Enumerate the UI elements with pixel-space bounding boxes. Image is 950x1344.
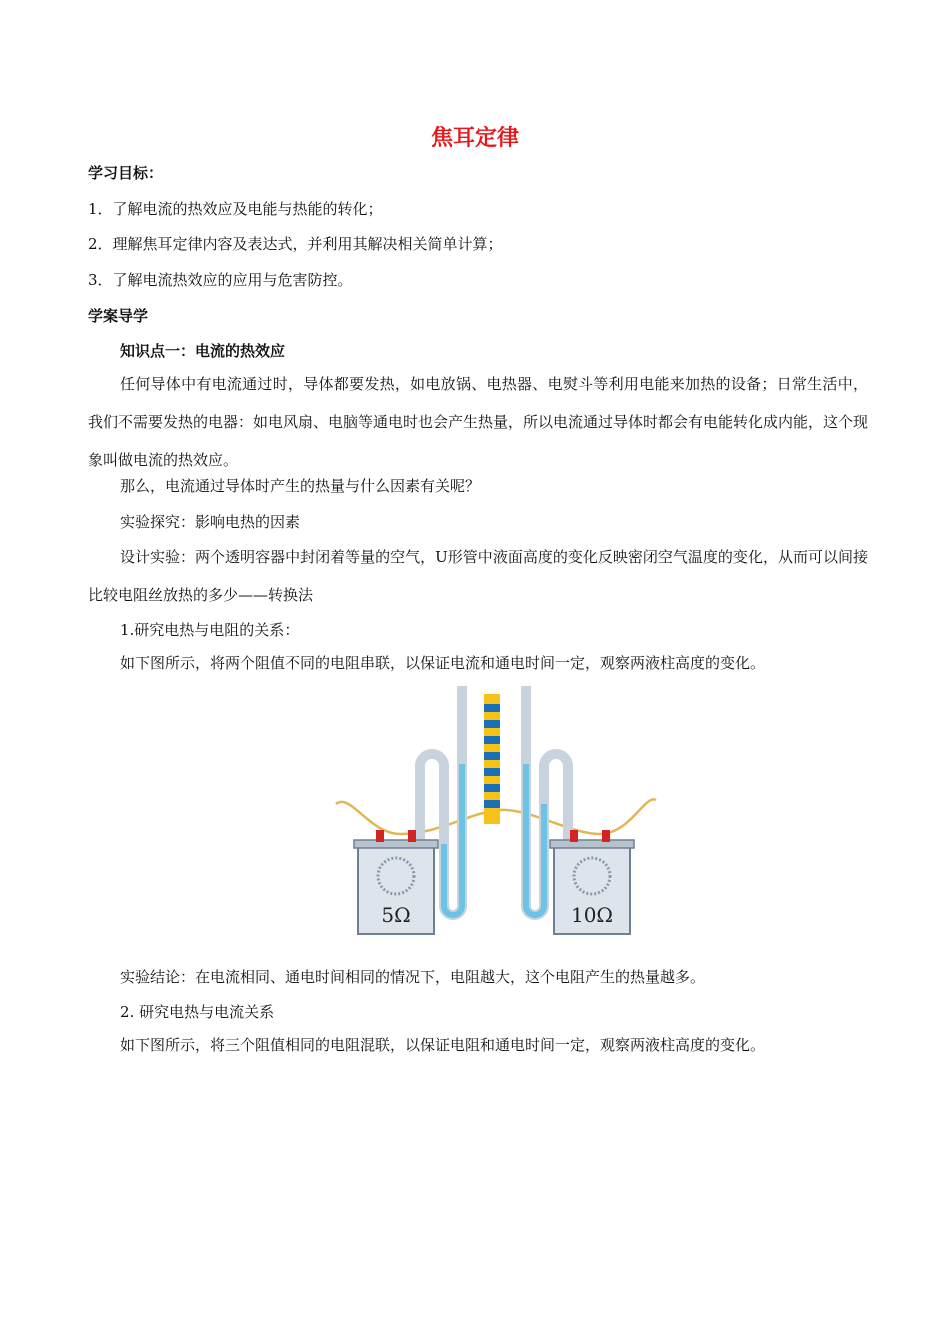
paragraph-heat-effect: 任何导体中有电流通过时，导体都要发热，如电放锅、电热器、电熨斗等利用电能来加热的设备；日常生活中，我们不需要发热的电器：如电风扇、电脑等通电时也会产生热量，所以电流通过导体时都会有电能转化成内能，这个现象叫做电流的热效应。: [88, 375, 869, 469]
right-terminal-2: [602, 830, 610, 842]
study-2-heading: 2. 研究电热与电流关系: [120, 1003, 275, 1021]
guide-heading: 学案导学: [88, 307, 149, 325]
objective-item-2: 2．理解焦耳定律内容及表达式，并利用其解决相关简单计算；: [88, 235, 503, 253]
objectives-heading: 学习目标：: [88, 164, 164, 182]
objective-item-3: 3．了解电流热效应的应用与危害防控。: [88, 271, 353, 289]
right-resistance-label: 10Ω: [570, 903, 614, 927]
study-1-description: 如下图所示，将两个阻值不同的电阻串联，以保证电流和通电时间一定，观察两液柱高度的变化。: [120, 654, 766, 672]
conclusion-text: 实验结论：在电流相同、通电时间相同的情况下，电阻越大，这个电阻产生的热量越多。: [120, 968, 706, 986]
scale-ruler: [484, 694, 500, 824]
experiment-figure: [330, 684, 660, 942]
explore-text: 实验探究：影响电热的因素: [120, 513, 301, 531]
left-resistance-label: 5Ω: [381, 903, 411, 927]
knowledge-point-1: 知识点一：电流的热效应: [120, 342, 286, 360]
left-terminal-2: [408, 830, 416, 842]
study-2-description: 如下图所示，将三个阻值相同的电阻混联，以保证电阻和通电时间一定，观察两液柱高度的变化。: [120, 1036, 766, 1054]
page-title: 焦耳定律: [430, 126, 519, 151]
left-terminal-1: [376, 830, 384, 842]
right-terminal-1: [570, 830, 578, 842]
paragraph-design: 设计实验：两个透明容器中封闭着等量的空气，U形管中液面高度的变化反映密闭空气温度的变化，从而可以间接比较电阻丝放热的多少——转换法: [88, 548, 868, 604]
objective-item-1: 1．了解电流的热效应及电能与热能的转化；: [88, 200, 383, 218]
study-1-heading: 1.研究电热与电阻的关系：: [120, 621, 300, 639]
question-text: 那么，电流通过导体时产生的热量与什么因素有关呢？: [120, 477, 481, 495]
